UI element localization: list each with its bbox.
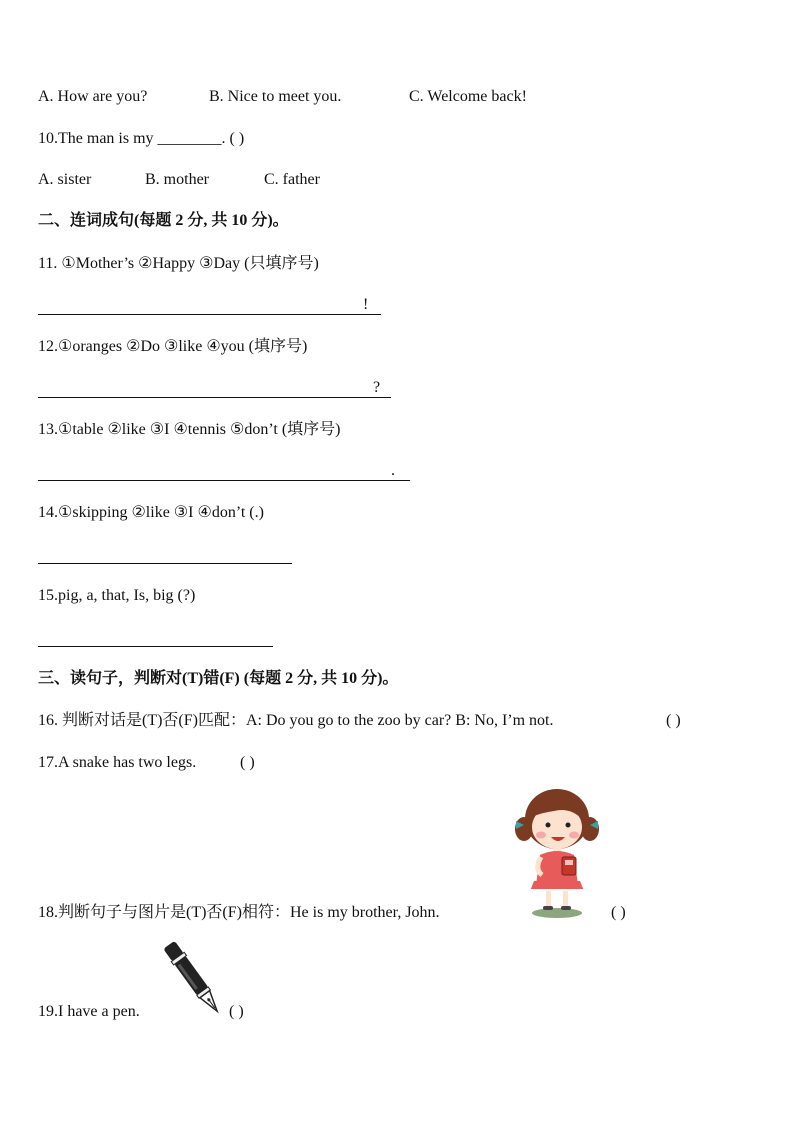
q18-answer-bracket[interactable]: ( ) (611, 904, 626, 921)
q16-answer-bracket[interactable]: ( ) (666, 712, 681, 729)
answer-line-15[interactable] (38, 646, 273, 647)
q19-answer-bracket[interactable]: ( ) (229, 1003, 244, 1020)
answer-line-11[interactable] (38, 314, 381, 315)
section-3-heading: 三、读句子，判断对(T)错(F) (每题 2 分, 共 10 分)。 (38, 670, 399, 687)
question-14: 14.①skipping ②like ③I ④don’t (.) (38, 504, 264, 521)
question-15: 15.pig, a, that, Is, big (?) (38, 587, 196, 604)
q17-answer-bracket[interactable]: ( ) (240, 754, 255, 771)
q10-option-c: C. father (264, 171, 320, 188)
q9-option-b: B. Nice to meet you. (209, 88, 342, 105)
question-19: 19.I have a pen. (38, 1003, 140, 1020)
q13-end-mark: . (391, 462, 395, 479)
q10-option-b: B. mother (145, 171, 209, 188)
answer-line-13[interactable] (38, 480, 410, 481)
answer-line-14[interactable] (38, 563, 292, 564)
question-12: 12.①oranges ②Do ③like ④you (填序号) (38, 338, 308, 355)
question-17: 17.A snake has two legs. (38, 754, 197, 771)
q11-end-mark: ! (363, 296, 369, 313)
pen-picture (160, 935, 226, 1021)
question-10: 10.The man is my ________. ( ) (38, 130, 245, 147)
answer-line-12[interactable] (38, 397, 391, 398)
fountain-pen-icon (160, 935, 226, 1021)
q10-option-a: A. sister (38, 171, 92, 188)
question-16: 16. 判断对话是(T)否(F)匹配：A: Do you go to the zoo by car? B: No, I’m not. (38, 712, 554, 729)
girl-picture (510, 785, 605, 920)
q9-option-c: C. Welcome back! (409, 88, 527, 105)
q12-end-mark: ? (373, 379, 381, 396)
girl-holding-book-icon (510, 785, 605, 920)
question-11: 11. ①Mother’s ②Happy ③Day (只填序号) (38, 255, 319, 272)
question-18: 18.判断句子与图片是(T)否(F)相符：He is my brother, John. (38, 904, 440, 921)
question-13: 13.①table ②like ③I ④tennis ⑤don’t (填序号) (38, 421, 341, 438)
q9-option-a: A. How are you? (38, 88, 148, 105)
section-2-heading: 二、连词成句(每题 2 分, 共 10 分)。 (38, 212, 289, 229)
